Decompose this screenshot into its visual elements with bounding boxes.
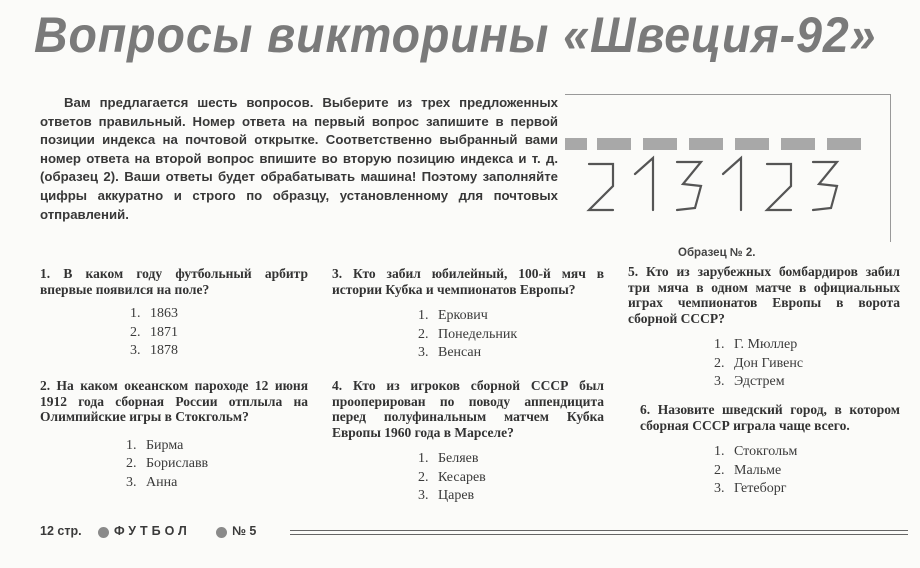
index-digits-drawing (583, 152, 853, 218)
page-footer (40, 524, 910, 544)
answer-option: 3. Царев (418, 488, 475, 503)
bullet-icon (216, 527, 227, 538)
index-dash (643, 138, 677, 150)
postal-index-sample (565, 94, 900, 242)
question-text: 5. Кто из зарубежных бомбардиров забил три мяча в одном матче в официальных играх чемпионатов Европы в ворота сборной СССР? (628, 264, 900, 326)
answer-option: 2. Понедельник (418, 326, 518, 342)
answer-option: 1. Г. Мюллер (714, 337, 798, 352)
intro-paragraph: Вам предлагается шесть вопросов. Выберите из трех предложенных ответов правильный. Номер ответа на первый вопрос запишите в первой позиции индекса на почтовой открытке. Соответственно выбранный вами номер ответа на второй вопрос впишите во вторую позицию индекса и т. д. (образец 2). Ваши ответы будет обрабатывать машина! Поэтому заполняйте цифры аккуратно и строго по образцу, установленному для почтовых отправлений. (40, 95, 558, 222)
answer-option: 2. Кесарев (418, 469, 486, 485)
answer-option: 1. 1863 (130, 306, 178, 321)
answer-option: 3. 1878 (130, 343, 178, 358)
question-2 (40, 378, 308, 492)
question-text: 1. В каком году футбольный арбитр впервые появился на поле? (40, 266, 308, 297)
answer-option: 2. 1871 (130, 324, 178, 340)
index-dash (735, 138, 769, 150)
question-text: 4. Кто из игроков сборной СССР был прооперирован по поводу аппендицита перед полуфинальным матчем Кубка Европы 1960 года в Марселе? (332, 378, 604, 440)
question-4 (332, 378, 604, 506)
bullet-icon (98, 527, 109, 538)
index-guide-dashes (565, 138, 865, 152)
sample-caption: Образец № 2. (678, 247, 756, 259)
answer-option: 3. Эдстрем (714, 374, 785, 389)
answer-options (418, 307, 604, 363)
index-dash (827, 138, 861, 150)
index-dash (565, 138, 587, 150)
answer-option: 1. Беляев (418, 451, 479, 466)
answer-option: 2. Бориславв (126, 456, 209, 471)
answer-option: 2. Дон Гивенс (714, 355, 804, 371)
answer-options (418, 450, 604, 506)
index-dash (781, 138, 815, 150)
answer-options (714, 443, 900, 499)
answer-options (130, 305, 308, 361)
question-6 (640, 402, 900, 499)
footer-paper-name: ФУТБОЛ (114, 524, 191, 538)
sample-frame-top (565, 94, 890, 95)
footer-rule (290, 530, 908, 535)
footer-issue-number: № 5 (232, 524, 257, 538)
answer-option: 1. Еркович (418, 308, 488, 323)
answer-options (126, 437, 308, 493)
sample-frame-right (890, 94, 891, 242)
footer-page-number: 12 стр. (40, 524, 82, 538)
answer-option: 3. Анна (126, 474, 178, 490)
index-dash (689, 138, 723, 150)
answer-option: 3. Гетеборг (714, 481, 787, 496)
answer-option: 1. Бирма (126, 437, 184, 453)
answer-option: 1. Стокгольм (714, 444, 798, 459)
question-5 (628, 264, 900, 392)
question-3 (332, 266, 604, 363)
question-1 (40, 266, 308, 361)
index-dash (597, 138, 631, 150)
answer-option: 3. Венсан (418, 345, 482, 360)
question-text: 3. Кто забил юбилейный, 100-й мяч в истории Кубка и чемпионатов Европы? (332, 266, 604, 297)
headline: Вопросы викторины «Швеция-92» (34, 7, 877, 63)
answer-option: 2. Мальме (714, 462, 782, 478)
question-text: 6. Назовите шведский город, в котором сборная СССР играла чаще всего. (640, 402, 900, 433)
answer-options (714, 336, 900, 392)
question-text: 2. На каком океанском пароходе 12 июня 1912 года сборная России отплыла на Олимпийские игры в Стокгольм? (40, 378, 308, 424)
